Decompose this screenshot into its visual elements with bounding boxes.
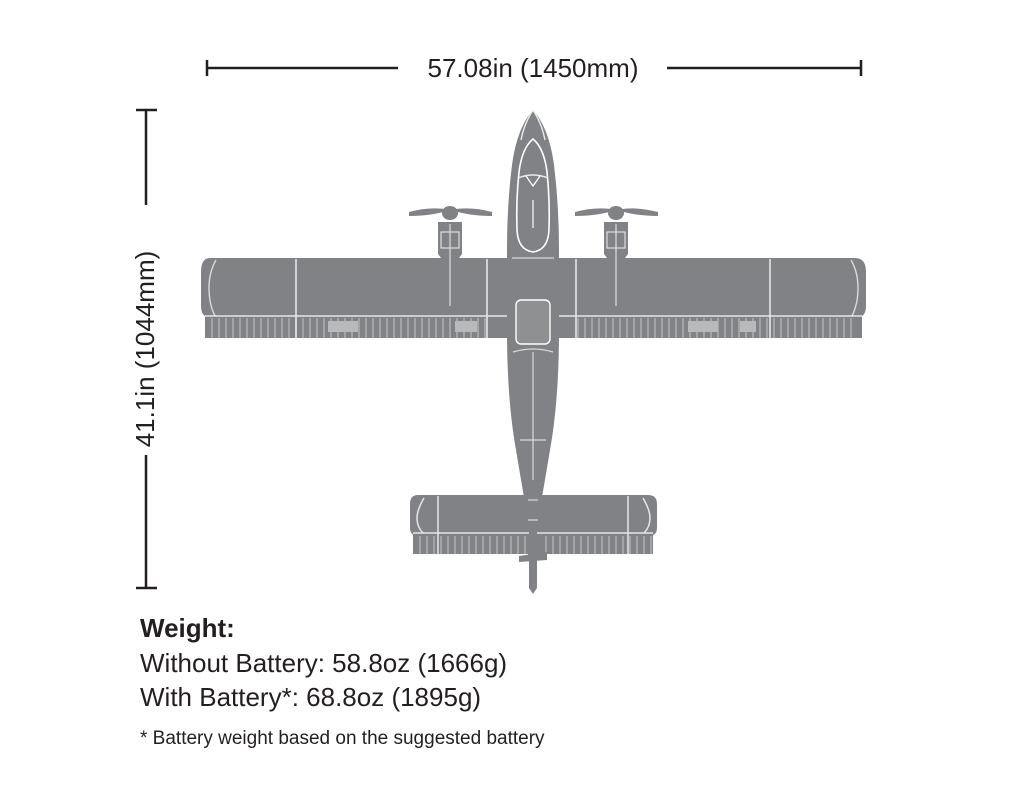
weight-spec-block — [140, 612, 880, 750]
height-dimension-group — [130, 110, 160, 588]
height-dimension-label: 41.1in (1044mm) — [130, 250, 160, 448]
battery-footnote: * Battery weight based on the suggested battery — [140, 727, 545, 749]
weight-with-battery: With Battery*: 68.8oz (1895g) — [140, 682, 482, 713]
weight-title: Weight: — [140, 613, 235, 643]
width-dimension-group — [207, 53, 861, 83]
weight-without-battery: Without Battery: 58.8oz (1666g) — [140, 648, 508, 679]
width-dimension-label: 57.08in (1450mm) — [427, 53, 639, 83]
aircraft-illustration — [201, 110, 866, 594]
